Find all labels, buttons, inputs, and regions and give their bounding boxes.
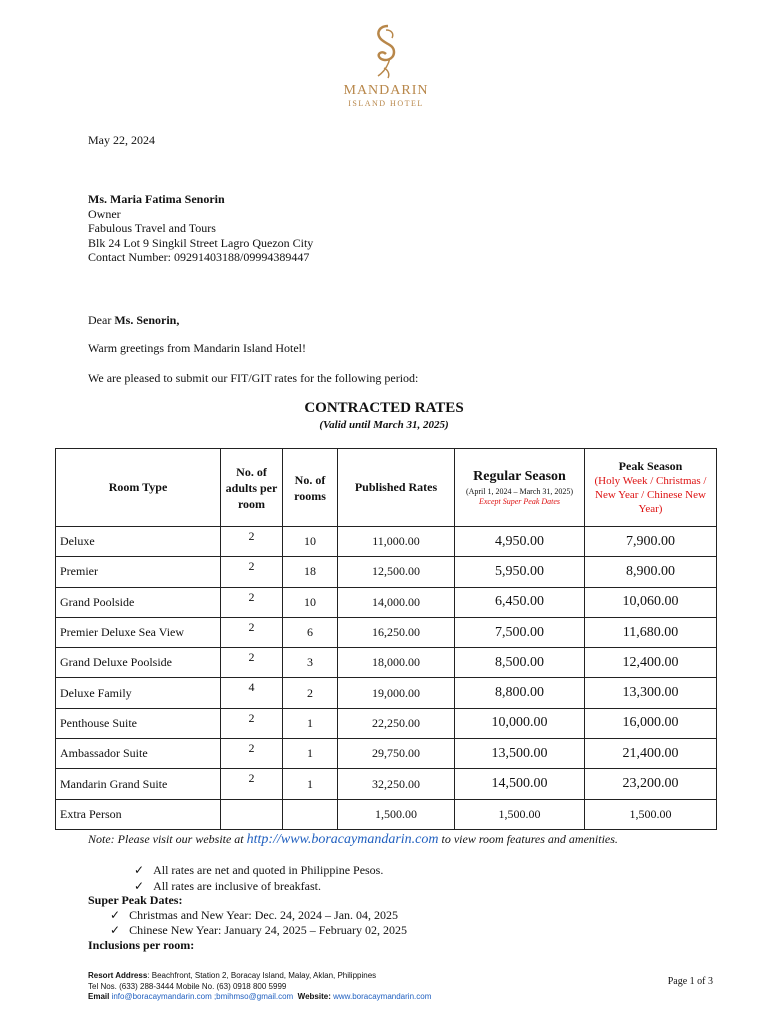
cell-rooms: 18	[283, 557, 338, 587]
table-row	[56, 708, 717, 738]
checkmark-icon: ✓	[134, 863, 145, 877]
cell-regular-rate: 7,500.00	[455, 617, 585, 647]
salutation	[88, 313, 179, 328]
table-row	[56, 557, 717, 587]
cell-room-type: Grand Deluxe Poolside	[56, 648, 221, 678]
super-peak-text: Christmas and New Year: Dec. 24, 2024 – Jan. 04, 2025	[129, 908, 399, 922]
cell-peak-rate: 11,680.00	[585, 617, 717, 647]
note-before: Note: Please visit our website at	[88, 832, 247, 846]
cell-rooms	[283, 799, 338, 829]
checkmark-icon: ✓	[110, 908, 121, 922]
cell-regular-rate: 5,950.00	[455, 557, 585, 587]
cell-published-rate: 12,500.00	[338, 557, 455, 587]
header-regular-note: Except Super Peak Dates	[478, 496, 561, 506]
footer-contact	[88, 992, 431, 1003]
super-peak-heading: Super Peak Dates:	[88, 893, 183, 907]
cell-published-rate: 16,250.00	[338, 617, 455, 647]
cell-published-rate: 18,000.00	[338, 648, 455, 678]
cell-regular-rate: 13,500.00	[455, 739, 585, 769]
website-link[interactable]: http://www.boracaymandarin.com	[246, 832, 439, 847]
cell-adults: 2	[221, 527, 283, 557]
cell-adults: 2	[221, 557, 283, 587]
cell-regular-rate: 14,500.00	[455, 769, 585, 799]
recipient-contact: Contact Number: 09291403188/09994389447	[88, 250, 310, 264]
cell-published-rate: 32,250.00	[338, 769, 455, 799]
table-row	[56, 617, 717, 647]
cell-rooms: 1	[283, 708, 338, 738]
rates-table	[55, 448, 717, 830]
inclusions-heading: Inclusions per room:	[88, 938, 195, 952]
website-note	[88, 832, 618, 848]
cell-published-rate: 22,250.00	[338, 708, 455, 738]
header-room-type: Room Type	[56, 449, 221, 527]
header-rooms: No. of rooms	[283, 449, 338, 527]
cell-room-type: Mandarin Grand Suite	[56, 769, 221, 799]
cell-rooms: 1	[283, 769, 338, 799]
super-peak-text: Chinese New Year: January 24, 2025 – February 02, 2025	[129, 923, 408, 937]
cell-regular-rate: 6,450.00	[455, 587, 585, 617]
table-row	[56, 527, 717, 557]
cell-published-rate: 29,750.00	[338, 739, 455, 769]
recipient-company: Fabulous Travel and Tours	[88, 221, 216, 235]
cell-room-type: Penthouse Suite	[56, 708, 221, 738]
cell-room-type: Ambassador Suite	[56, 739, 221, 769]
letter-date: May 22, 2024	[88, 133, 155, 147]
cell-rooms: 6	[283, 617, 338, 647]
intro-text: We are pleased to submit our FIT/GIT rates for the following period:	[88, 371, 419, 385]
cell-adults: 2	[221, 708, 283, 738]
recipient-title: Owner	[88, 207, 121, 221]
page-number: Page 1 of 3	[667, 976, 713, 987]
header-published: Published Rates	[338, 449, 455, 527]
cell-room-type: Grand Poolside	[56, 587, 221, 617]
footer	[88, 971, 431, 1003]
salutation-prefix: Dear	[88, 313, 115, 327]
footer-email-link[interactable]: info@boracaymandarin.com ;bmihmso@gmail.com	[109, 992, 294, 1001]
table-row	[56, 587, 717, 617]
logo-name: MANDARIN	[343, 83, 429, 98]
footer-address	[88, 971, 431, 982]
greeting: Warm greetings from Mandarin Island Hotel!	[88, 341, 306, 355]
cell-regular-rate: 4,950.00	[455, 527, 585, 557]
table-row	[56, 769, 717, 799]
cell-published-rate: 14,000.00	[338, 587, 455, 617]
check-text: All rates are inclusive of breakfast.	[153, 879, 321, 893]
logo-subtitle: ISLAND HOTEL	[348, 99, 424, 108]
header-regular	[455, 449, 585, 527]
cell-rooms: 3	[283, 648, 338, 678]
check-item-2	[134, 879, 321, 894]
cell-peak-rate: 10,060.00	[585, 587, 717, 617]
cell-room-type: Extra Person	[56, 799, 221, 829]
footer-address-label: Resort Address	[88, 971, 148, 980]
cell-peak-rate: 23,200.00	[585, 769, 717, 799]
header-peak	[585, 449, 717, 527]
header-peak-label: Peak Season	[618, 459, 683, 473]
footer-website-label: Website:	[297, 992, 331, 1001]
cell-regular-rate: 8,800.00	[455, 678, 585, 708]
cell-adults: 4	[221, 678, 283, 708]
cell-room-type: Premier Deluxe Sea View	[56, 617, 221, 647]
cell-rooms: 10	[283, 527, 338, 557]
footer-tel: Tel Nos. (633) 288-3444 Mobile No. (63) 0918 800 5999	[88, 981, 287, 991]
cell-rooms: 10	[283, 587, 338, 617]
footer-address-text: : Beachfront, Station 2, Boracay Island, Malay, Aklan, Philippines	[147, 971, 377, 980]
cell-adults: 2	[221, 739, 283, 769]
cell-adults: 2	[221, 587, 283, 617]
cell-regular-rate: 8,500.00	[455, 648, 585, 678]
hotel-logo	[326, 22, 446, 108]
cell-published-rate: 11,000.00	[338, 527, 455, 557]
super-peak-item-1	[110, 908, 398, 923]
rates-title: CONTRACTED RATES	[304, 400, 464, 416]
cell-peak-rate: 12,400.00	[585, 648, 717, 678]
cell-published-rate: 1,500.00	[338, 799, 455, 829]
checkmark-icon: ✓	[110, 923, 121, 937]
cell-peak-rate: 16,000.00	[585, 708, 717, 738]
check-text: All rates are net and quoted in Philippine Pesos.	[153, 863, 384, 877]
recipient-name: Ms. Maria Fatima Senorin	[88, 192, 225, 206]
cell-peak-rate: 21,400.00	[585, 739, 717, 769]
cell-room-type: Deluxe Family	[56, 678, 221, 708]
super-peak-item-2	[110, 923, 407, 938]
header-peak-note: (Holy Week / Christmas / New Year / Chinese New Year)	[594, 475, 707, 515]
rates-subtitle: (Valid until March 31, 2025)	[319, 419, 449, 431]
header-adults: No. of adults per room	[221, 449, 283, 527]
recipient-address: Blk 24 Lot 9 Singkil Street Lagro Quezon City	[88, 236, 314, 250]
cell-adults: 2	[221, 769, 283, 799]
cell-published-rate: 19,000.00	[338, 678, 455, 708]
cell-regular-rate: 1,500.00	[455, 799, 585, 829]
cell-peak-rate: 13,300.00	[585, 678, 717, 708]
cell-adults: 2	[221, 617, 283, 647]
cell-peak-rate: 8,900.00	[585, 557, 717, 587]
salutation-name: Ms. Senorin,	[114, 313, 180, 327]
table-row	[56, 739, 717, 769]
table-row	[56, 678, 717, 708]
cell-peak-rate: 7,900.00	[585, 527, 717, 557]
cell-regular-rate: 10,000.00	[455, 708, 585, 738]
seahorse-logo-icon	[366, 22, 406, 80]
header-regular-label: Regular Season	[473, 468, 566, 484]
header-regular-period: (April 1, 2024 – March 31, 2025)	[465, 486, 574, 496]
checkmark-icon: ✓	[134, 879, 145, 893]
note-after: to view room features and amenities.	[438, 832, 618, 846]
cell-adults: 2	[221, 648, 283, 678]
cell-rooms: 2	[283, 678, 338, 708]
footer-website-link[interactable]: www.boracaymandarin.com	[330, 992, 432, 1001]
cell-peak-rate: 1,500.00	[585, 799, 717, 829]
cell-rooms: 1	[283, 739, 338, 769]
footer-email-label: Email	[88, 992, 110, 1001]
cell-room-type: Premier	[56, 557, 221, 587]
check-item-1	[134, 863, 383, 878]
table-row	[56, 648, 717, 678]
cell-room-type: Deluxe	[56, 527, 221, 557]
cell-adults	[221, 799, 283, 829]
table-row-extra	[56, 799, 717, 829]
